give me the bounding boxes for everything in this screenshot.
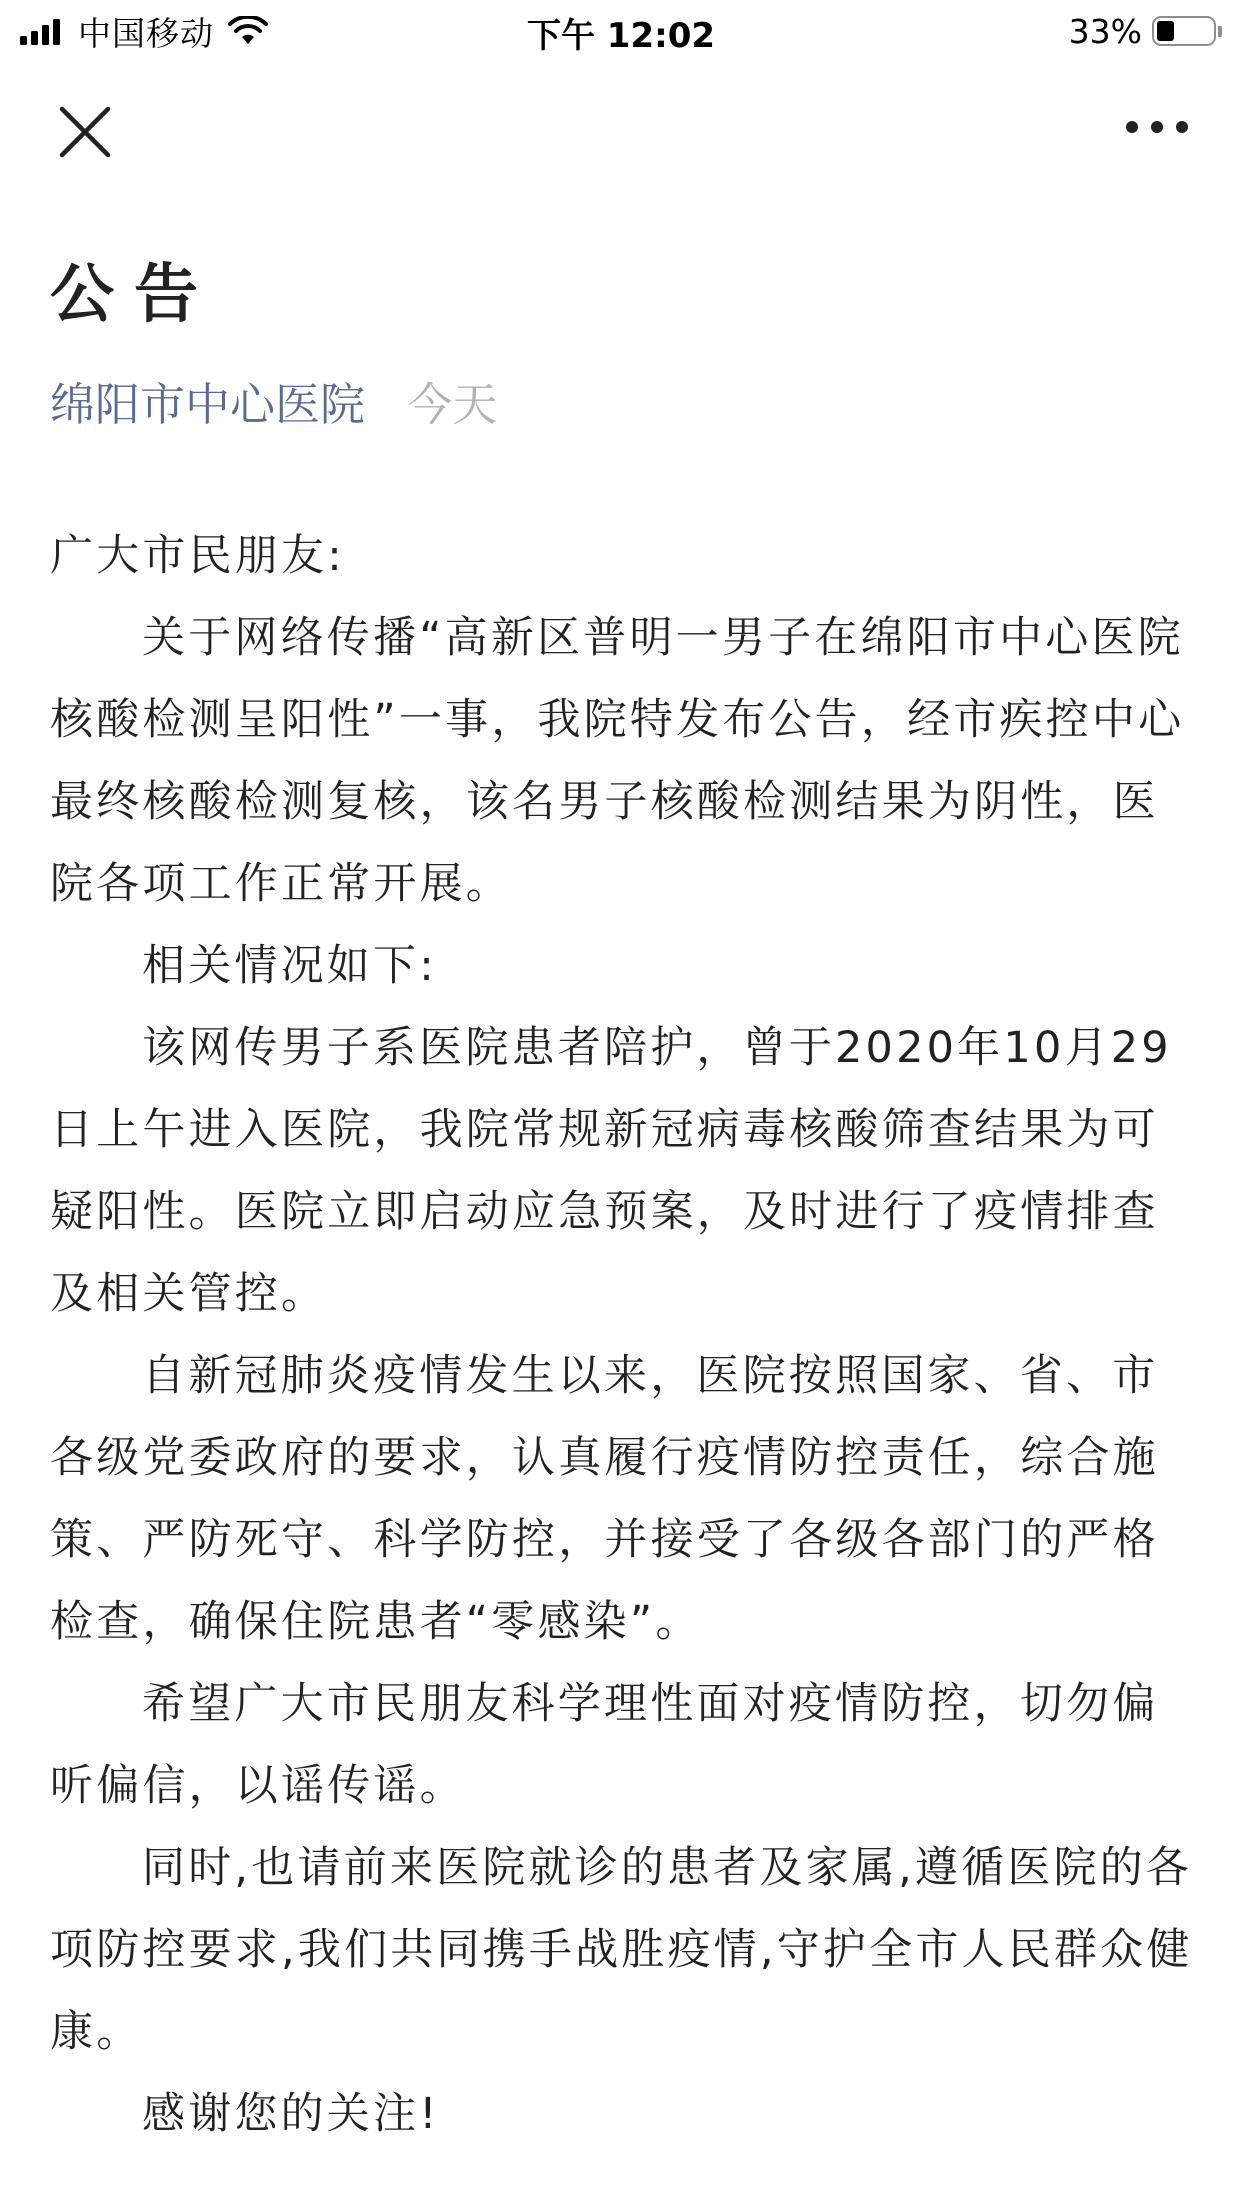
closing-paragraph: 感谢您的关注! <box>142 2089 440 2139</box>
status-bar-right <box>1069 10 1222 52</box>
more-dots-icon[interactable] <box>1112 97 1202 157</box>
battery-icon <box>1152 16 1216 46</box>
status-time: 下午 12:02 <box>526 16 716 56</box>
article-meta <box>50 375 1200 435</box>
nav-bar <box>0 62 1242 192</box>
article-body <box>50 515 1200 2155</box>
body-paragraph: 同时,也请前来医院就诊的患者及家属,遵循医院的各项防控要求,我们共同携手战胜疫情,守护全市人民群众健康。 <box>50 1843 1193 2057</box>
body-paragraph: 自新冠肺炎疫情发生以来，医院按照国家、省、市各级党委政府的要求，认真履行疫情防控责任，综合施策、严防死守、科学防控，并接受了各级各部门的严格检查，确保住院患者“零感染”。 <box>50 1351 1159 1647</box>
status-bar <box>0 0 1242 62</box>
greeting-paragraph: 广大市民朋友: <box>50 531 345 581</box>
battery-percent: 33% <box>1068 11 1142 51</box>
article-title: 公告 <box>50 258 218 332</box>
close-icon[interactable] <box>50 97 120 167</box>
carrier-name: 中国移动 <box>78 13 214 53</box>
battery-fill <box>1157 21 1174 41</box>
publish-date: 今天 <box>407 378 498 431</box>
body-paragraph: 关于网络传播“高新区普明一男子在绵阳市中心医院核酸检测呈阳性”一事，我院特发布公告，经市疾控中心最终核酸检测复核，该名男子核酸检测结果为阴性，医院各项工作正常开展。 <box>50 613 1185 909</box>
body-paragraph: 该网传男子系医院患者陪护，曾于2020年10月29日上午进入医院，我院常规新冠病毒核酸筛查结果为可疑阳性。医院立即启动应急预案，及时进行了疫情排查及相关管控。 <box>50 1023 1172 1319</box>
body-paragraph: 相关情况如下: <box>142 941 437 991</box>
battery-nub <box>1218 26 1222 37</box>
article <box>50 245 1200 2155</box>
body-paragraph: 希望广大市民朋友科学理性面对疫情防控，切勿偏听偏信，以谣传谣。 <box>50 1679 1159 1811</box>
author-link[interactable]: 绵阳市中心医院 <box>50 378 366 431</box>
